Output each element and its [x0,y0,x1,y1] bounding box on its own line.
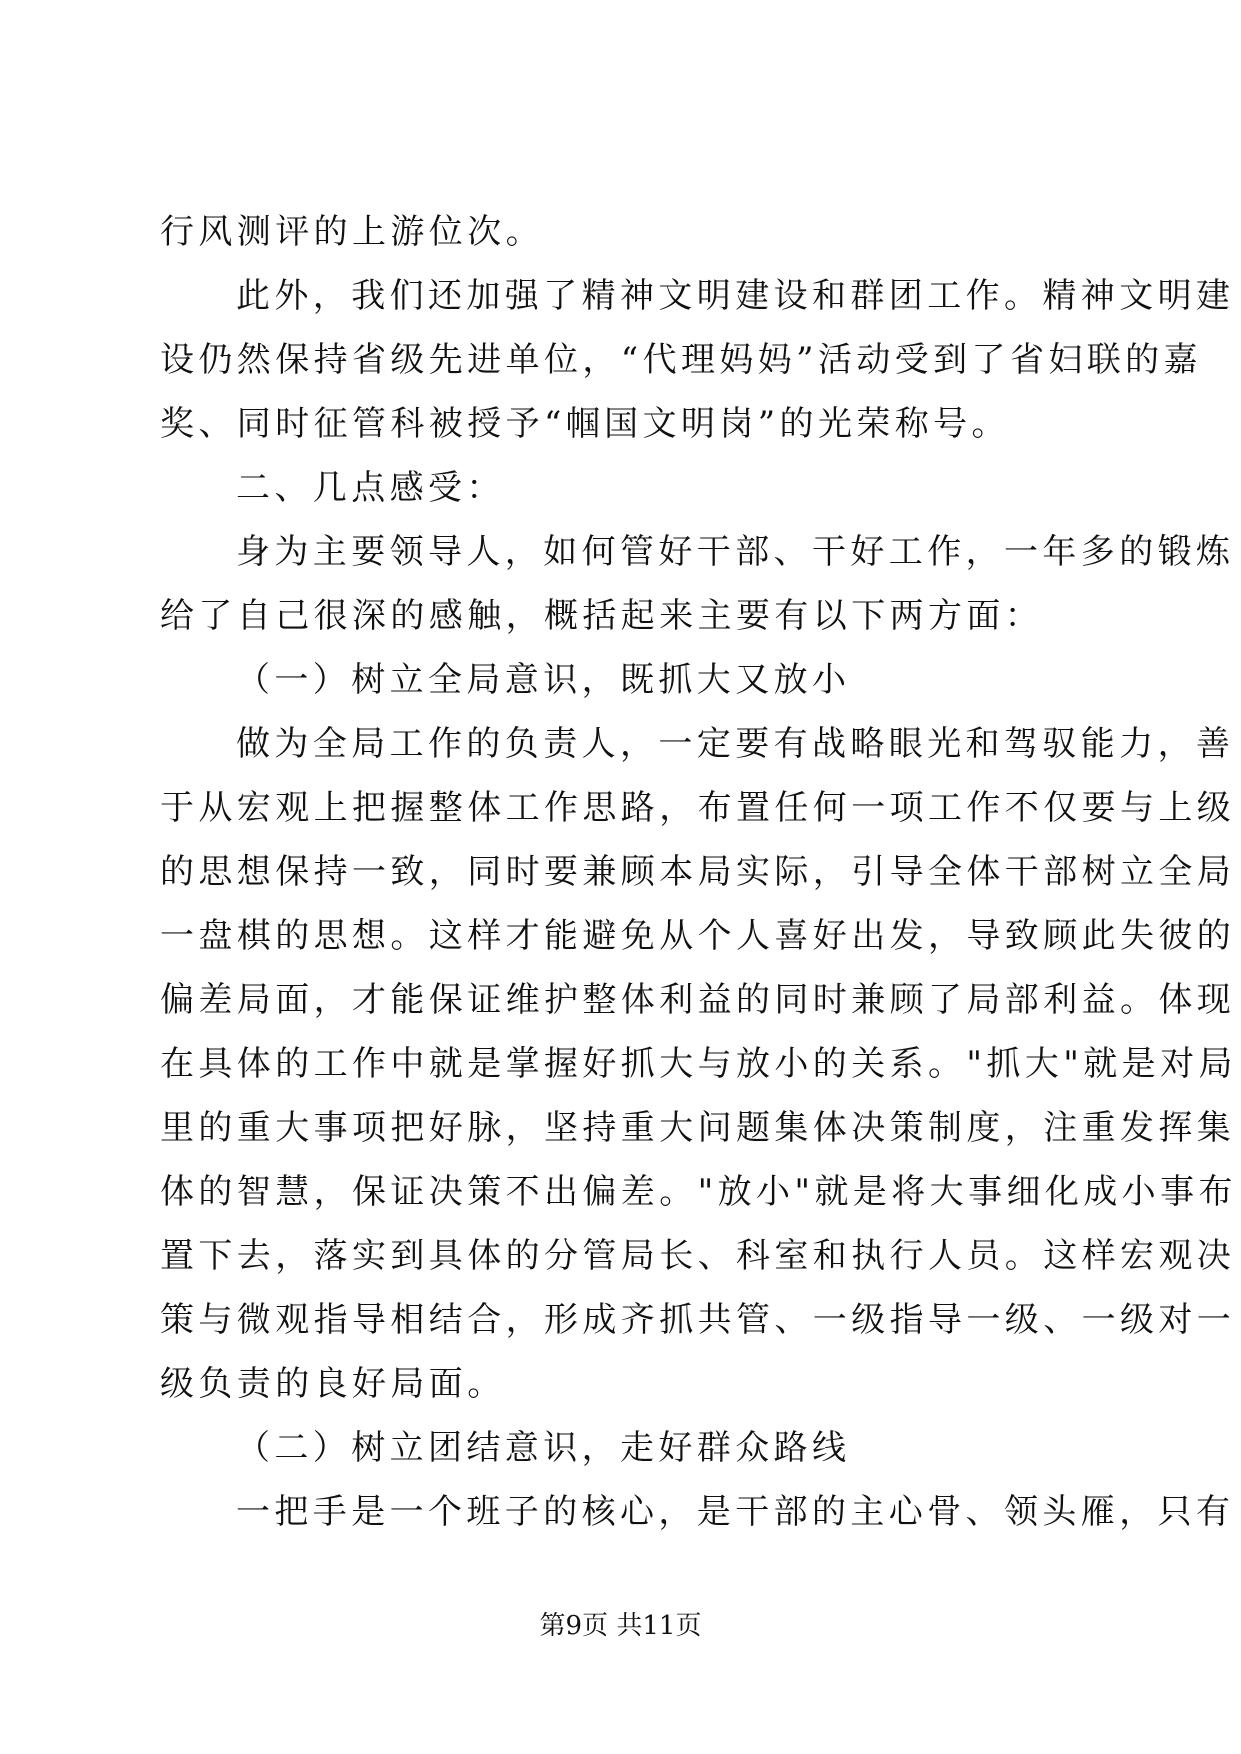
text-line: 一盘棋的思想。这样才能避免从个人喜好出发，导致顾此失彼的 [160,916,1236,956]
text-line: 级负责的良好局面。 [160,1364,506,1404]
text-line: 的思想保持一致，同时要兼顾本局实际，引导全体干部树立全局 [160,852,1236,892]
section-heading: 二、几点感受： [236,468,505,508]
document-body [160,200,1237,1544]
text-line: 奖、同时征管科被授予“帼国文明岗”的光荣称号。 [160,404,1010,444]
text-line: 置下去，落实到具体的分管局长、科室和执行人员。这样宏观决 [160,1236,1236,1276]
subsection-heading: （一）树立全局意识，既抓大又放小 [236,660,851,700]
text-line: 体的智慧，保证决策不出偏差。"放小"就是将大事细化成小事布 [160,1172,1237,1212]
text-line: 设仍然保持省级先进单位，“代理妈妈”活动受到了省妇联的嘉 [160,340,1202,380]
paragraph-start: 身为主要领导人，如何管好干部、干好工作，一年多的锻炼 [236,532,1235,572]
paragraph-start: 此外，我们还加强了精神文明建设和群团工作。精神文明建 [236,276,1235,316]
page-number-footer: 第9页 共11页 [539,1611,702,1641]
text-line: 在具体的工作中就是掌握好抓大与放小的关系。"抓大"就是对局 [160,1044,1237,1084]
paragraph-start: 一把手是一个班子的核心，是干部的主心骨、领头雁，只有 [236,1492,1235,1532]
text-line: 行风测评的上游位次。 [160,212,544,252]
text-line: 给了自己很深的感触，概括起来主要有以下两方面： [160,596,1044,636]
subsection-heading: （二）树立团结意识，走好群众路线 [236,1428,851,1468]
text-line: 偏差局面，才能保证维护整体利益的同时兼顾了局部利益。体现 [160,980,1236,1020]
paragraph-start: 做为全局工作的负责人，一定要有战略眼光和驾驭能力，善 [236,724,1235,764]
text-line: 于从宏观上把握整体工作思路，布置任何一项工作不仅要与上级 [160,788,1236,828]
text-line: 里的重大事项把好脉，坚持重大问题集体决策制度，注重发挥集 [160,1108,1236,1148]
text-line: 策与微观指导相结合，形成齐抓共管、一级指导一级、一级对一 [160,1300,1236,1340]
